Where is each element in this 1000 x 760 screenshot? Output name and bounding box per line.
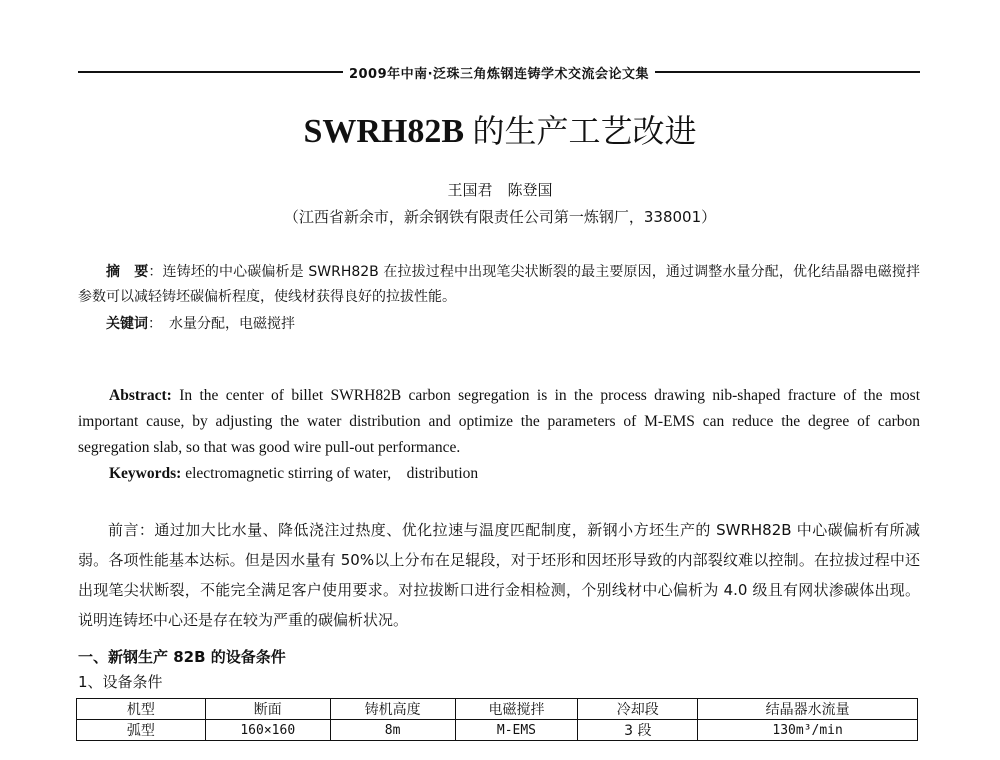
en-abstract-label: Abstract: <box>109 387 172 404</box>
table-header-cell: 断面 <box>205 699 330 720</box>
en-abstract <box>78 383 920 461</box>
table-cell: M-EMS <box>455 720 578 741</box>
table-header-cell: 结晶器水流量 <box>698 699 918 720</box>
cn-keywords-text: 水量分配，电磁搅拌 <box>169 316 295 332</box>
section-heading: 一、新钢生产 82B 的设备条件 <box>78 648 286 666</box>
table-header-row <box>77 699 918 720</box>
table-header-cell: 铸机高度 <box>330 699 455 720</box>
table-cell: 3 段 <box>578 720 698 741</box>
intro-label: 前言 <box>108 521 139 539</box>
header-rule-left <box>78 71 343 73</box>
en-keywords-label: Keywords: <box>109 465 182 482</box>
equipment-table <box>76 698 918 741</box>
table-cell: 160×160 <box>205 720 330 741</box>
running-header <box>78 62 920 82</box>
cn-abstract: 摘 要：连铸坯的中心碳偏析是 SWRH82B 在拉拔过程中出现笔尖状断裂的最主要原因，通过调整水量分配，优化结晶器电磁搅拌参数可以减轻铸坯碳偏析程度，使线材获得良好的拉拔性能。 <box>78 264 921 305</box>
introduction: 前言：通过加大比水量、降低浇注过热度、优化拉速与温度匹配制度，新钢小方坯生产的 SWRH82B 中心碳偏析有所减弱。各项性能基本达标。但是因水量有 50%以上分布在足辊段，对于坯形和因坯形导致的内部裂纹难以控制。在拉拔过程中还出现笔尖状断裂，不能完全满足客户使用要求。对拉拔断口进行金相检测，个别线材中心偏析为 4.0 级且有网状渗碳体出现。说明连铸坯中心还是存在较为严重的碳偏析状况。 <box>78 521 920 629</box>
affiliation: （江西省新余市，新余钢铁有限责任公司第一炼钢厂，338001） <box>283 208 717 226</box>
title-cn: 的生产工艺改进 <box>472 112 697 150</box>
paper-title <box>0 106 1000 152</box>
table-cell: 8m <box>330 720 455 741</box>
en-abstract-text: In the center of billet SWRH82B carbon segregation is in the process drawing nib-shaped fracture of the most important cause, by adjusting the water distribution and optimize the parameters of M-EMS can reduce the degree of carbon segregation slab, so that was good wire pull-out performance. <box>78 387 921 456</box>
header-rule-right <box>655 71 920 73</box>
cn-keywords: 关键词： 水量分配，电磁搅拌 <box>106 316 295 332</box>
intro-text: 通过加大比水量、降低浇注过热度、优化拉速与温度匹配制度，新钢小方坯生产的 SWRH82B 中心碳偏析有所减弱。各项性能基本达标。但是因水量有 50%以上分布在足辊段，对于坯形和因坯形导致的内部裂纹难以控制。在拉拔过程中还出现笔尖状断裂，不能完全满足客户使用要求。对拉拔断口进行金相检测，个别线材中心偏析为 4.0 级且有网状渗碳体出现。说明连铸坯中心还是存在较为严重的碳偏析状况。 <box>78 521 920 629</box>
table-cell: 130m³/min <box>698 720 918 741</box>
cn-abstract-label: 摘 要 <box>106 264 149 280</box>
title-latin: SWRH82B <box>303 113 465 150</box>
en-keywords <box>78 461 920 486</box>
table-cell: 弧型 <box>77 720 206 741</box>
authors: 王国君 陈登国 <box>447 181 553 199</box>
table-header-cell: 冷却段 <box>578 699 698 720</box>
running-header-text: 2009年中南·泛珠三角炼钢连铸学术交流会论文集 <box>348 66 650 82</box>
table-header-cell: 机型 <box>77 699 206 720</box>
table-header-cell: 电磁搅拌 <box>455 699 578 720</box>
subsection-heading: 1、设备条件 <box>78 673 163 691</box>
table-row <box>77 720 918 741</box>
en-keywords-text: electromagnetic stirring of water, distribution <box>185 465 479 482</box>
cn-abstract-text: 连铸坯的中心碳偏析是 SWRH82B 在拉拔过程中出现笔尖状断裂的最主要原因，通过调整水量分配，优化结晶器电磁搅拌参数可以减轻铸坯碳偏析程度，使线材获得良好的拉拔性能。 <box>78 264 921 305</box>
cn-keywords-label: 关键词 <box>106 316 148 332</box>
